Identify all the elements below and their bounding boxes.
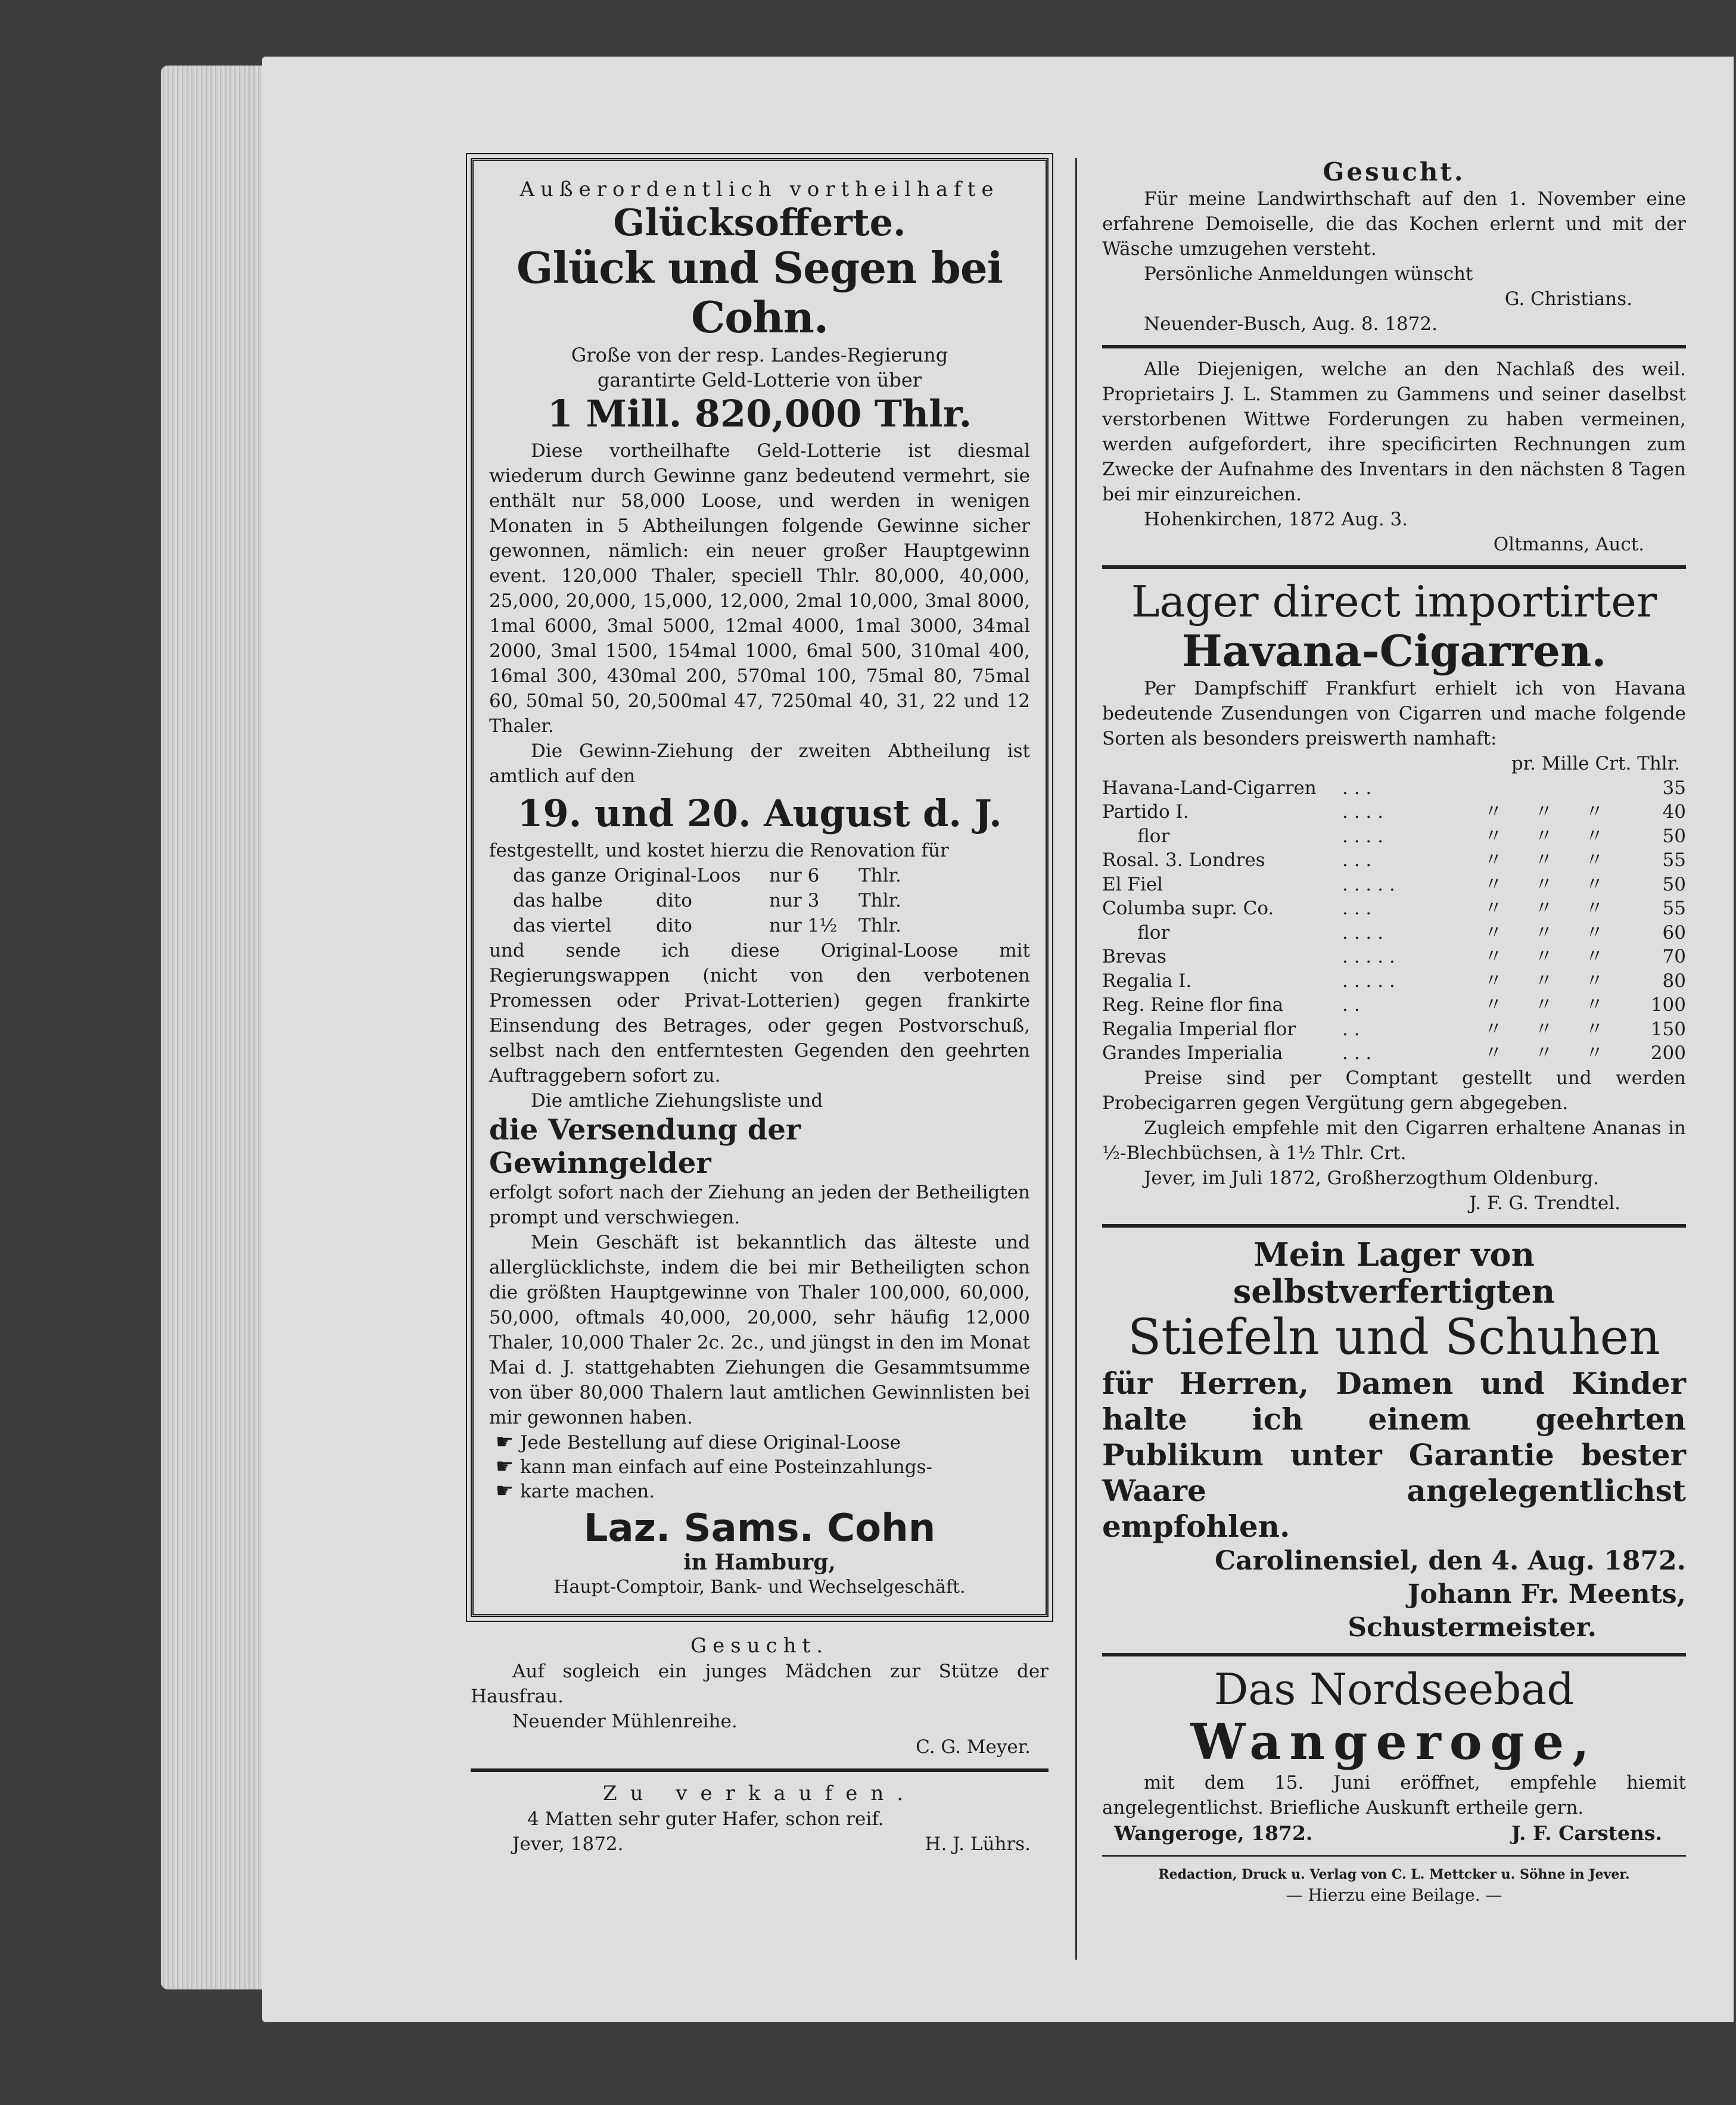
cigar-ditto-marks: 〃 〃 〃 (1484, 801, 1617, 823)
separator-rule (1102, 1855, 1686, 1857)
cigar-price: 35 (1662, 777, 1686, 799)
cigar-price: 50 (1662, 873, 1686, 895)
pointing-hand-icon: ☛ (495, 1479, 514, 1503)
nachlass-signature: Oltmanns, Auct. (1493, 534, 1644, 555)
price-line (513, 913, 1030, 938)
nachlass-place: Hohenkirchen, 1872 Aug. 3. (1144, 509, 1408, 530)
ad-amount: 1 Mill. 820,000 Thlr. (547, 391, 972, 435)
gesucht-text2: Persönliche Anmeldungen wünscht (1144, 263, 1473, 285)
cigar-name: Grandes Imperialia (1102, 1042, 1283, 1064)
verkaufen-footer (471, 1832, 1049, 1857)
ad-order-note (489, 1430, 1030, 1503)
gesucht-place: Neuender-Busch, Aug. 8. 1872. (1144, 313, 1438, 335)
verkaufen-title: Zu verkaufen. (602, 1782, 917, 1806)
gesucht-title: Gesucht. (690, 1634, 829, 1658)
cigar-name: Havana-Land-Cigarren (1102, 777, 1317, 799)
cigar-price-table (1102, 776, 1686, 1066)
cigar-name: flor (1102, 825, 1170, 847)
shoes-name: Johann Fr. Meents, (1407, 1578, 1686, 1609)
separator-rule (1102, 1224, 1686, 1228)
nachlass-text: Alle Diejenigen, welche an den Nachlaß des weil. Proprietairs J. L. Stammen zu Gammens und seiner daselbst verstorbenen Wittwe Forderungen zu haben vermeinen, werden aufgefordert, ihre specificirten Rechnungen zum Zwecke der Aufnahme des Inventars in den nächsten 8 Tagen bei mir einzureichen. (1102, 359, 1686, 505)
ad-price-list (489, 863, 1030, 938)
cigar-leader-dots: . . . . . (1342, 970, 1395, 992)
cigar-outro1: Preise sind per Comptant gestellt und werden Probecigarren gegen Vergütung gern abgegeben. (1102, 1067, 1686, 1114)
shoes-headline1: Mein Lager von selbstverfertigten (1233, 1235, 1555, 1310)
cigar-name: El Fiel (1102, 873, 1163, 895)
cigar-row (1102, 873, 1686, 897)
cigar-row (1102, 848, 1686, 873)
price-unit: Thlr. (858, 865, 901, 887)
gesucht-farm-ad (1102, 158, 1686, 337)
cigar-name: flor (1102, 921, 1170, 943)
ad-sub2: garantirte Geld-Lotterie von über (597, 368, 922, 391)
ad-intro: Außerordentlich vortheilhafte (519, 178, 1000, 201)
cigar-row (1102, 896, 1686, 921)
cigar-name: Partido I. (1102, 801, 1189, 823)
order-line: kann man einfach auf eine Posteinzahlungs- (520, 1456, 933, 1478)
cigar-ditto-marks: 〃 〃 〃 (1484, 921, 1617, 943)
cigar-leader-dots: . . . . (1342, 825, 1383, 847)
cigar-row (1102, 969, 1686, 994)
cigar-row (1102, 776, 1686, 801)
cigar-price: 40 (1662, 801, 1686, 823)
ad-para-list: Die amtliche Ziehungsliste und (531, 1090, 823, 1112)
shoes-title: Schustermeister. (1348, 1612, 1597, 1643)
supplement-note: — Hierzu eine Beilage. — (1286, 1885, 1502, 1905)
bath-place: Wangeroge, 1872. (1114, 1821, 1313, 1845)
cigar-leader-dots: . . . . . (1342, 873, 1395, 895)
separator-rule (471, 1768, 1049, 1772)
ad-headline-glueck-und-segen: Glück und Segen bei Cohn. (517, 242, 1003, 343)
price-amount: nur 6 (769, 865, 820, 887)
bath-headline2: Wangeroge, (1190, 1713, 1598, 1771)
imprint: Redaction, Druck u. Verlag von C. L. Mettcker u. Söhne in Jever. (1158, 1866, 1630, 1882)
cigar-name: Rosal. 3. Londres (1102, 849, 1265, 871)
nachlass-notice (1102, 357, 1686, 557)
separator-rule (1102, 565, 1686, 569)
cigar-leader-dots: . . . (1342, 777, 1372, 799)
cigar-row (1102, 1017, 1686, 1042)
pointing-hand-icon: ☛ (495, 1455, 514, 1479)
cigar-leader-dots: . . (1342, 1018, 1360, 1040)
cigar-price: 80 (1662, 970, 1686, 992)
price-line (513, 863, 1030, 888)
order-line: karte machen. (520, 1481, 655, 1503)
cigar-ditto-marks: 〃 〃 〃 (1484, 994, 1617, 1016)
cigar-leader-dots: . . . (1342, 849, 1372, 871)
order-line: Jede Bestellung auf diese Original-Loose (520, 1432, 901, 1454)
cigar-ditto-marks: 〃 〃 〃 (1484, 873, 1617, 895)
cigar-headline2: Havana-Cigarren. (1181, 625, 1607, 676)
cigar-intro: Per Dampfschiff Frankfurt erhielt ich von Havana bedeutende Zusendungen von Cigarren und mache folgende Sorten als besonders preiswerth namhaft: (1102, 677, 1686, 749)
cigar-price: 55 (1662, 849, 1686, 871)
price-amount: nur 1½ (769, 915, 838, 937)
gesucht-signature: G. Christians. (1504, 288, 1632, 310)
cigar-leader-dots: . . . (1342, 1042, 1372, 1064)
cigar-leader-dots: . . (1342, 994, 1360, 1016)
pointing-hand-icon: ☛ (495, 1430, 514, 1455)
bath-signature: J. F. Carstens. (1511, 1821, 1662, 1845)
bath-headline1: Das Nordseebad (1214, 1664, 1575, 1714)
cigar-row (1102, 945, 1686, 969)
cigar-leader-dots: . . . (1342, 898, 1372, 920)
ad-para-renovation: festgestellt, und kostet hierzu die Renovation für (489, 840, 949, 862)
price-item: Original-Loos (614, 865, 741, 887)
verkaufen-place: Jever, 1872. (512, 1833, 624, 1855)
cigar-ad (1102, 577, 1686, 1216)
cigar-leader-dots: . . . . (1342, 801, 1383, 823)
price-amount: nur 3 (769, 890, 820, 912)
cigar-ditto-marks (1484, 776, 1626, 801)
cigar-leader-dots: . . . . . (1342, 946, 1395, 968)
bath-text: mit dem 15. Juni eröffnet, empfehle hiemit angelegentlichst. Briefliche Auskunft ertheile gern. (1102, 1771, 1686, 1818)
shoes-place: Carolinensiel, den 4. Aug. 1872. (1215, 1545, 1686, 1576)
price-line (513, 888, 1030, 913)
cigar-price: 60 (1662, 921, 1686, 943)
cigar-name: Regalia Imperial flor (1102, 1018, 1296, 1040)
price-unit: Thlr. (858, 915, 901, 937)
shoes-text: für Herren, Damen und Kinder halte ich einem geehrten Publikum unter Garantie bester Waare angelegentlichst empfohlen. (1102, 1365, 1686, 1544)
ad-company-office: Haupt-Comptoir, Bank- und Wechselgeschäft. (553, 1577, 966, 1598)
cigar-price: 50 (1662, 825, 1686, 847)
column-divider (1075, 158, 1077, 1960)
price-unit: Thlr. (858, 890, 901, 912)
right-column (1102, 158, 1686, 1907)
ad-company-name: Laz. Sams. Cohn (583, 1506, 936, 1551)
price-size: das viertel (513, 915, 612, 937)
zu-verkaufen-ad (471, 1780, 1049, 1857)
gesucht-place: Neuender Mühlenreihe. (512, 1711, 738, 1733)
ad-headline-gluecksofferte: Glücksofferte. (613, 201, 906, 244)
cigar-price: 150 (1650, 1018, 1686, 1040)
ad-sub1: Große von der resp. Landes-Regierung (571, 343, 948, 366)
cigar-name: Brevas (1102, 946, 1166, 968)
cohn-lottery-ad (471, 158, 1049, 1617)
cigar-name: Regalia I. (1102, 970, 1192, 992)
ad-para-payout: erfolgt sofort nach der Ziehung an jeden der Betheiligten prompt und verschwiegen. (489, 1182, 1030, 1229)
cigar-ditto-marks: 〃 〃 〃 (1484, 849, 1617, 871)
cigar-price: 200 (1650, 1042, 1686, 1064)
cigar-ditto-marks: 〃 〃 〃 (1484, 825, 1617, 847)
gesucht-signature: C. G. Meyer. (916, 1736, 1031, 1758)
shoes-ad (1102, 1236, 1686, 1645)
shoes-headline2: Stiefeln und Schuhen (1128, 1309, 1660, 1366)
price-item: dito (656, 890, 692, 912)
cigar-price-header: pr. Mille Crt. Thlr. (1511, 752, 1680, 774)
gesucht-text: Auf sogleich ein junges Mädchen zur Stütze der Hausfrau. (471, 1661, 1049, 1708)
cigar-headline1: Lager direct importirter (1131, 577, 1657, 627)
nordseebad-ad (1102, 1665, 1686, 1846)
cigar-place: Jever, im Juli 1872, Großherzogthum Oldenburg. (1144, 1167, 1599, 1189)
cigar-price: 70 (1662, 946, 1686, 968)
cigar-row (1102, 824, 1686, 849)
cigar-leader-dots: . . . . (1342, 921, 1383, 943)
separator-rule (1102, 1653, 1686, 1656)
ad-draw-date: 19. und 20. August d. J. (517, 792, 1002, 836)
cigar-row (1102, 800, 1686, 824)
ad-company-city: in Hamburg, (683, 1550, 836, 1575)
ad-para-business: Mein Geschäft ist bekanntlich das älteste und allerglücklichste, indem die bei mir Betheiligten schon die größten Hauptgewinne von Thaler 100,000, 60,000, 50,000, oftmals 40,000, 20,000, sehr häufig 12,000 Thaler, 10,000 Thaler 2c. 2c., und jüngst in den im Monat Mai d. J. stattgehabten Ziehungen die Gesammtsumme von über 80,000 Thalern laut amtlichen Gewinnlisten bei mir gewonnen haben. (489, 1232, 1030, 1429)
cigar-row (1102, 1041, 1686, 1066)
cigar-row (1102, 993, 1686, 1017)
ad-para-shipping: und sende ich diese Original-Loose mit Regierungswappen (nicht von den verbotenen Promessen oder Privat-Lotterien) gegen frankirte Einsendung des Betrages, oder gegen Postvorschuß, selbst nach den entferntesten Gegenden den geehrten Auftraggebern sofort zu. (489, 940, 1030, 1087)
cigar-name: Columba supr. Co. (1102, 898, 1274, 920)
separator-rule (1102, 345, 1686, 348)
gesucht-title: Gesucht. (1323, 157, 1466, 186)
left-column (471, 158, 1049, 1857)
cigar-signature: J. F. G. Trendtel. (1469, 1192, 1620, 1214)
ad-para-draw: Die Gewinn-Ziehung der zweiten Abtheilung ist amtlich auf den (489, 740, 1030, 787)
gesucht-text: Für meine Landwirthschaft auf den 1. November eine erfahrene Demoiselle, die das Kochen erlernt und mit der Wäsche umzugehen versteht. (1102, 188, 1686, 260)
cigar-ditto-marks: 〃 〃 〃 (1484, 946, 1617, 968)
cigar-ditto-marks: 〃 〃 〃 (1484, 1042, 1617, 1064)
verkaufen-signature: H. J. Lührs. (925, 1833, 1031, 1855)
ad-heading-versendung: die Versendung der Gewinngelder (489, 1113, 801, 1181)
cigar-price: 55 (1662, 898, 1686, 920)
cigar-outro2: Zugleich empfehle mit den Cigarren erhaltene Ananas in ½-Blechbüchsen, à 1½ Thlr. Crt. (1102, 1117, 1686, 1164)
verkaufen-text: 4 Matten sehr guter Hafer, schon reif. (527, 1808, 884, 1830)
price-size: das ganze (513, 865, 607, 887)
cigar-name: Reg. Reine flor fina (1102, 994, 1284, 1016)
gesucht-maid-ad (471, 1633, 1049, 1760)
bath-footer (1102, 1820, 1686, 1846)
cigar-ditto-marks: 〃 〃 〃 (1484, 898, 1617, 920)
cigar-ditto-marks: 〃 〃 〃 (1484, 970, 1617, 992)
cigar-price: 100 (1650, 994, 1686, 1016)
cigar-row (1102, 921, 1686, 945)
ad-para-prizes: Diese vortheilhafte Geld-Lotterie ist diesmal wiederum durch Gewinne ganz bedeutend vermehrt, sie enthält nur 58,000 Loose, und werden in wenigen Monaten in 5 Abtheilungen folgende Gewinne sicher gewonnen, nämlich: ein neuer großer Hauptgewinn event. 120,000 Thaler, speciell Thlr. 80,000, 40,000, 25,000, 20,000, 15,000, 12,000, 2mal 10,000, 3mal 8000, 1mal 6000, 3mal 5000, 12mal 4000, 1mal 3000, 34mal 2000, 3mal 1500, 154mal 1000, 6mal 500, 310mal 400, 16mal 300, 430mal 200, 570mal 100, 75mal 80, 75mal 60, 50mal 50, 20,500mal 47, 7250mal 40, 31, 22 und 12 Thaler. (489, 440, 1030, 737)
cigar-ditto-marks: 〃 〃 〃 (1484, 1018, 1617, 1040)
price-item: dito (656, 915, 692, 937)
price-size: das halbe (513, 890, 603, 912)
